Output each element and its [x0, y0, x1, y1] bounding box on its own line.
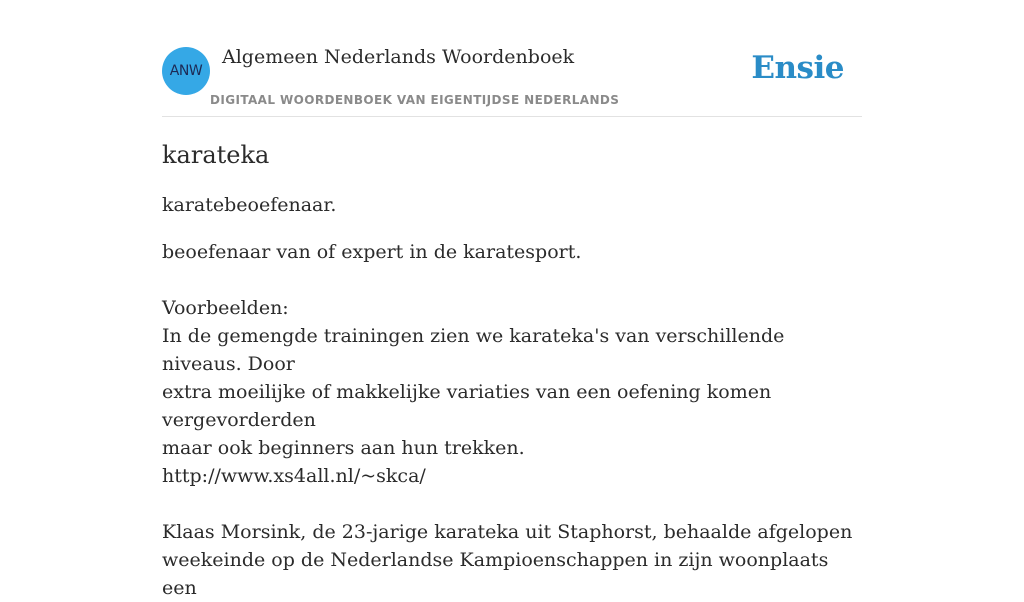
example-line: In de gemengde trainingen zien we karateka's van verschillende niveaus. Door [162, 325, 785, 375]
entry-content [162, 139, 862, 602]
site-title[interactable]: Algemeen Nederlands Woordenboek [222, 46, 575, 68]
example-line: maar ook beginners aan hun trekken. [162, 437, 525, 459]
definition: karatebeoefenaar. [162, 194, 337, 216]
examples-section [162, 294, 862, 602]
site-header [162, 36, 862, 117]
definition-detail: beoefenaar van of expert in de karatesport. [162, 241, 582, 263]
site-subtitle: DIGITAAL WOORDENBOEK VAN EIGENTIJDSE NEDERLANDS [210, 93, 620, 107]
ensie-logo[interactable]: Ensie [751, 50, 844, 86]
example-source: http://www.xs4all.nl/~skca/ [162, 465, 426, 487]
examples-label: Voorbeelden: [162, 297, 289, 319]
example-line: extra moeilijke of makkelijke variaties van een oefening komen vergevorderden [162, 381, 772, 431]
headword: karateka [162, 141, 270, 169]
spacer [162, 490, 862, 518]
anw-logo[interactable]: ANW [162, 47, 210, 95]
example-line: Klaas Morsink, de 23-jarige karateka uit Staphorst, behaalde afgelopen [162, 521, 853, 543]
example-line: weekeinde op de Nederlandse Kampioenschappen in zijn woonplaats een [162, 549, 829, 599]
